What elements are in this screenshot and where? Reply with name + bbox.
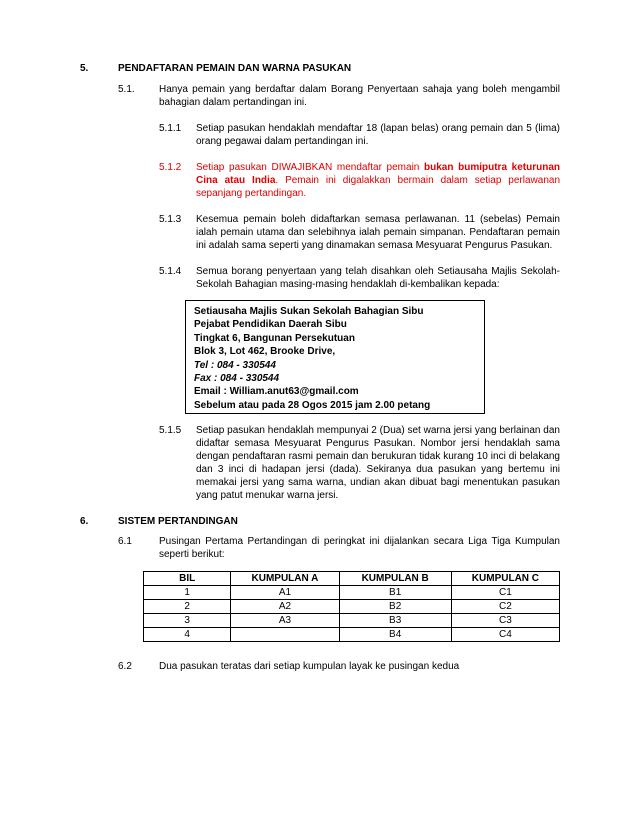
- clause-5-1-text: Hanya pemain yang berdaftar dalam Borang Penyertaan sahaja yang boleh mengambil bahagian dalam pertandingan ini.: [159, 84, 560, 108]
- clause-5-1-2-part3: . Pemain ini digalakkan bermain dalam setiap perlawanan sepanjang pertandingan.: [196, 175, 561, 199]
- table-cell: 1: [144, 586, 231, 600]
- table-cell: A2: [231, 600, 339, 614]
- table-row: [144, 600, 560, 614]
- clause-5-1-3-number: 5.1.3: [159, 214, 182, 225]
- table-cell: [231, 628, 339, 642]
- clause-5-1-1-number: 5.1.1: [159, 123, 182, 134]
- table-cell: B1: [339, 586, 451, 600]
- table-cell: C3: [451, 614, 559, 628]
- address-line-1: Setiausaha Majlis Sukan Sekolah Bahagian Sibu: [194, 306, 424, 317]
- clause-5-1-4-text: Semua borang penyertaan yang telah disahkan oleh Setiausaha Majlis Sekolah-Sekolah Bahagian masing-masing hendaklah di-kembalikan kepada:: [196, 266, 560, 290]
- table-header-row: [144, 572, 560, 586]
- table-cell: C1: [451, 586, 559, 600]
- address-email: Email : William.anut63@gmail.com: [194, 386, 359, 398]
- clause-6-1-number: 6.1: [118, 536, 132, 547]
- clause-5-1-2-emphasis: bukan bumiputra keturunan Cina atau India: [196, 162, 561, 186]
- clause-5-1-3-text: Kesemua pemain boleh didaftarkan semasa perlawanan. 11 (sebelas) Pemain ialah pemain utama dan selebihnya ialah pemain simpanan. Pendaftaran pemain ini adalah sama seperti yang dinamakan semasa Mesyuarat Pengurus Pasukan.: [196, 214, 560, 251]
- clause-6-2-text: Dua pasukan teratas dari setiap kumpulan layak ke pusingan kedua: [159, 661, 460, 672]
- table-cell: A1: [231, 586, 339, 600]
- table-row: [144, 628, 560, 642]
- address-line-4: Blok 3, Lot 462, Brooke Drive,: [194, 346, 336, 358]
- table-cell: 3: [144, 614, 231, 628]
- header-kumpulan-c: KUMPULAN C: [451, 572, 559, 586]
- table-cell: B2: [339, 600, 451, 614]
- table-cell: B4: [339, 628, 451, 642]
- section-6-number: 6.: [80, 516, 89, 527]
- clause-5-1-number: 5.1.: [118, 84, 135, 95]
- address-box: [185, 300, 485, 414]
- clause-5-1-5-text: Setiap pasukan hendaklah mempunyai 2 (Dua) set warna jersi yang berlainan dan didaftar semasa Mesyuarat Pengurus Pasukan. Nombor jersi hendaklah sama dengan pendaftaran rasmi pemain dan berukuran tidak kurang 10 inci di belakang dan 3 inci di hadapan jersi (dada). Sekiranya dua pasukan yang bertemu ini memakai jersi yang sama warna, undian akan dibuat bagi menentukan pasukan yang patut menukar warna jersi.: [196, 425, 560, 501]
- address-line-3: Tingkat 6, Bangunan Persekutuan: [194, 332, 355, 344]
- clause-5-1-2-number: 5.1.2: [159, 162, 182, 173]
- table-cell: B3: [339, 614, 451, 628]
- table-cell: 4: [144, 628, 231, 642]
- address-fax: Fax : 084 - 330544: [194, 373, 280, 385]
- clause-5-1-1-text: Setiap pasukan hendaklah mendaftar 18 (lapan belas) orang pemain dan 5 (lima) orang pegawai dalam pertandingan ini.: [196, 123, 560, 147]
- table-row: [144, 614, 560, 628]
- section-5-title: PENDAFTARAN PEMAIN DAN WARNA PASUKAN: [118, 63, 352, 74]
- table-cell: C4: [451, 628, 559, 642]
- header-kumpulan-b: KUMPULAN B: [339, 572, 451, 586]
- section-6-title: SISTEM PERTANDINGAN: [118, 516, 238, 527]
- header-bil: BIL: [144, 572, 231, 586]
- section-5-number: 5.: [80, 63, 89, 74]
- table-cell: 2: [144, 600, 231, 614]
- clause-6-1-text: Pusingan Pertama Pertandingan di peringkat ini dijalankan secara Liga Tiga Kumpulan seperti berikut:: [159, 536, 560, 560]
- address-phone: Tel : 084 - 330544: [194, 359, 276, 371]
- clause-6-2-number: 6.2: [118, 661, 132, 672]
- address-deadline: Sebelum atau pada 28 Ogos 2015 jam 2.00 petang: [194, 399, 431, 411]
- clause-5-1-2-part1: Setiap pasukan DIWAJIBKAN mendaftar pemain: [196, 162, 425, 173]
- group-table: [143, 571, 560, 642]
- header-kumpulan-a: KUMPULAN A: [231, 572, 339, 586]
- clause-5-1-2-text: [196, 161, 560, 200]
- address-line-2: Pejabat Pendidikan Daerah Sibu: [194, 319, 347, 331]
- table-cell: A3: [231, 614, 339, 628]
- table-row: [144, 586, 560, 600]
- clause-5-1-5-number: 5.1.5: [159, 425, 182, 436]
- table-cell: C2: [451, 600, 559, 614]
- clause-5-1-4-number: 5.1.4: [159, 266, 182, 277]
